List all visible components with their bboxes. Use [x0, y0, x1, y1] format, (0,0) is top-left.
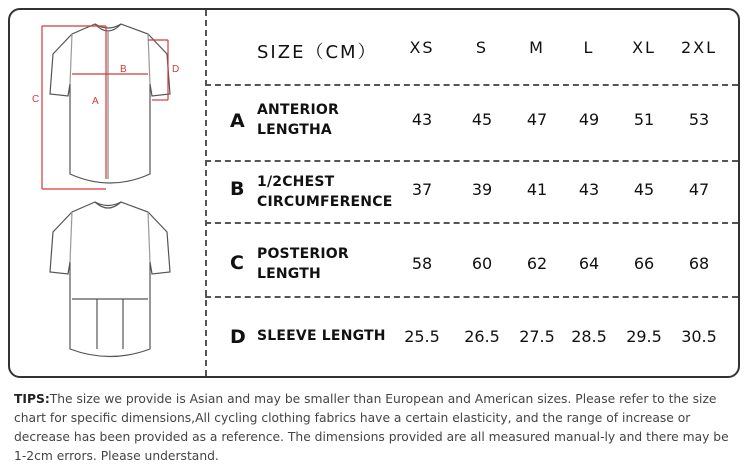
row-label-c: POSTERIOR LENGTH [257, 246, 349, 282]
table-cell: 37 [411, 180, 433, 199]
size-header-s: S [475, 38, 489, 57]
table-cell: 43 [578, 180, 600, 199]
table-cell: 41 [526, 180, 548, 199]
table-cell: 51 [633, 110, 655, 129]
table-cell: 53 [688, 110, 710, 129]
size-header-title: SIZE（CM） [257, 42, 378, 63]
table-cell: 62 [526, 254, 548, 273]
table-cell: 39 [471, 180, 493, 199]
table-cell: 49 [578, 110, 600, 129]
diagram-label-d: D [172, 64, 180, 75]
row-letter-c: C [230, 252, 244, 274]
jersey-diagram [20, 14, 200, 374]
size-header-xs: XS [409, 38, 435, 57]
table-cell: 47 [688, 180, 710, 199]
size-header-l: L [583, 38, 595, 57]
size-header-2xl: 2XL [680, 38, 718, 57]
row-letter-d: D [230, 326, 246, 348]
size-header-m: M [529, 38, 545, 57]
table-cell: 66 [633, 254, 655, 273]
table-cell: 68 [688, 254, 710, 273]
tips-prefix: TIPS: [14, 392, 50, 406]
table-cell: 47 [526, 110, 548, 129]
row-divider [205, 160, 738, 162]
table-cell: 45 [633, 180, 655, 199]
diagram-label-a: A [92, 96, 99, 107]
row-label-b: 1/2CHEST CIRCUMFERENCE [257, 174, 393, 210]
row-divider [205, 222, 738, 224]
tips-note [14, 390, 736, 466]
row-label-d: SLEEVE LENGTH [257, 328, 386, 344]
table-cell: 27.5 [519, 327, 555, 346]
table-cell: 43 [411, 110, 433, 129]
table-cell: 45 [471, 110, 493, 129]
table-cell: 58 [411, 254, 433, 273]
table-cell: 60 [471, 254, 493, 273]
diagram-label-c: C [32, 94, 40, 105]
column-divider [205, 10, 207, 376]
table-cell: 25.5 [404, 327, 440, 346]
row-letter-a: A [230, 110, 245, 132]
table-cell: 29.5 [626, 327, 662, 346]
size-header-xl: XL [632, 38, 656, 57]
row-label-a: ANTERIOR LENGTHA [257, 102, 339, 138]
row-divider [205, 296, 738, 298]
table-cell: 28.5 [571, 327, 607, 346]
table-cell: 30.5 [681, 327, 717, 346]
tips-text: The size we provide is Asian and may be smaller than European and American sizes. Please refer to the size chart for specific dimensions,All cycling clothing fabrics have a certain elasticity, and the range of increase or decrease has been provided as a reference. The dimensions provided are all measured manual-ly and there may be 1-2cm errors. Please understand. [14, 392, 729, 463]
row-divider [205, 84, 738, 86]
table-cell: 26.5 [464, 327, 500, 346]
table-cell: 64 [578, 254, 600, 273]
diagram-label-b: B [120, 64, 127, 75]
row-letter-b: B [230, 178, 245, 200]
